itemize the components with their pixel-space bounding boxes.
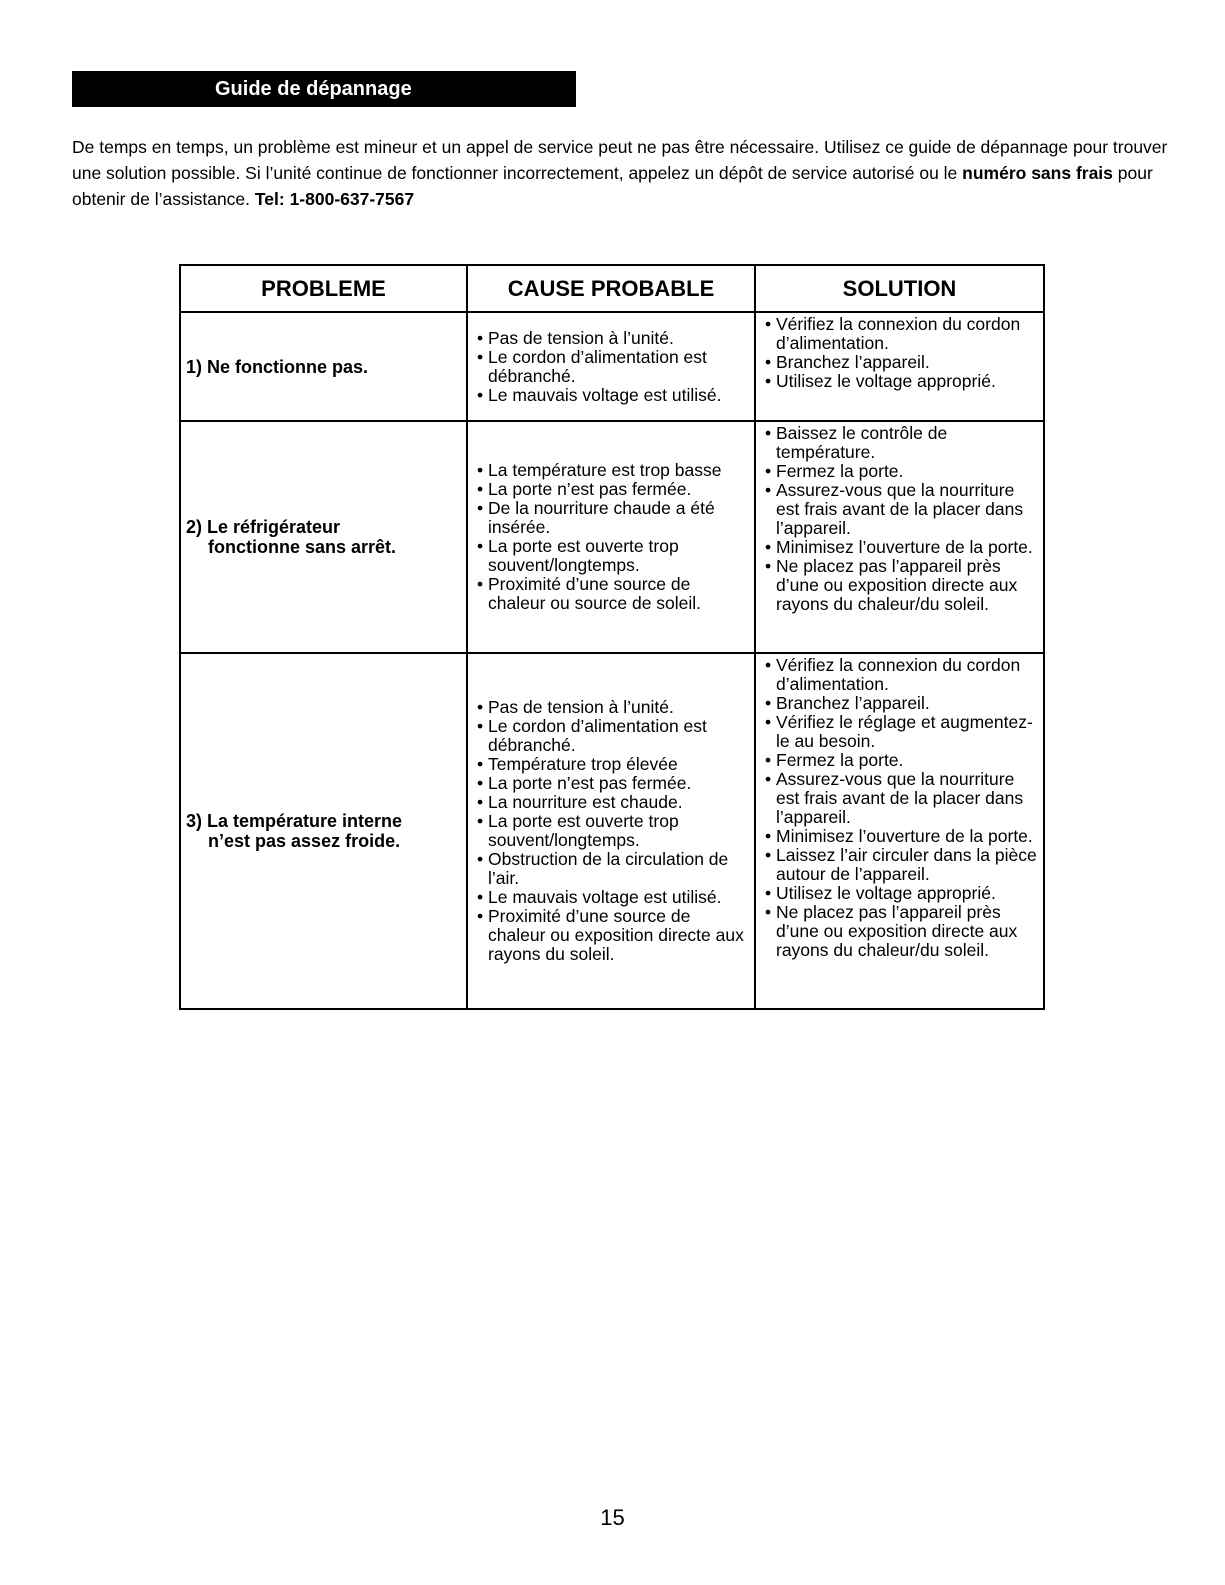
cause-list [472,461,750,613]
list-item: • Le cordon d’alimentation est débranché. [472,717,750,755]
list-item: • Fermez la porte. [760,462,1039,481]
problem-line: 3) La température interne [186,811,403,831]
problem-cell [180,653,467,1009]
list-item: • Branchez l’appareil. [760,694,1039,713]
problem-line: n’est pas assez froide. [208,831,401,851]
table-row [180,653,1044,1009]
list-item: • Baissez le contrôle de température. [760,424,1039,462]
troubleshooting-table [179,264,1045,1010]
list-item: • Ne placez pas l’appareil près d’une ou exposition directe aux rayons du chaleur/du soleil. [760,903,1039,960]
list-item: • Proximité d’une source de chaleur ou source de soleil. [472,575,750,613]
list-item: • La porte n’est pas fermée. [472,480,750,499]
list-item: • Le mauvais voltage est utilisé. [472,888,750,907]
problem-cell [180,421,467,653]
list-item: • Température trop élevée [472,755,750,774]
list-item: • Branchez l’appareil. [760,353,1039,372]
list-item: • Assurez-vous que la nourriture est frais avant de la placer dans l’appareil. [760,770,1039,827]
list-item: • Pas de tension à l’unité. [472,329,750,348]
list-item: • Laissez l’air circuler dans la pièce autour de l’appareil. [760,846,1039,884]
table-header-row [180,265,1044,312]
problem-cell [180,312,467,421]
list-item: • Obstruction de la circulation de l’air. [472,850,750,888]
list-item: • Utilisez le voltage approprié. [760,884,1039,903]
solution-cell [755,653,1044,1009]
section-title-bar [72,71,576,107]
intro-paragraph [72,134,1172,212]
list-item: • Fermez la porte. [760,751,1039,770]
cause-cell [467,421,755,653]
problem-line: 2) Le réfrigérateur [186,517,341,537]
cause-cell [467,312,755,421]
list-item: • Le cordon d’alimentation est débranché. [472,348,750,386]
list-item: • Vérifiez le réglage et augmentez-le au besoin. [760,713,1039,751]
solution-list [760,315,1039,391]
list-item: • De la nourriture chaude a été insérée. [472,499,750,537]
list-item: • Assurez-vous que la nourriture est frais avant de la placer dans l’appareil. [760,481,1039,538]
header-cause: CAUSE PROBABLE [467,265,755,312]
list-item: • Vérifiez la connexion du cordon d’alimentation. [760,315,1039,353]
list-item: • Proximité d’une source de chaleur ou exposition directe aux rayons du soleil. [472,907,750,964]
list-item: • La nourriture est chaude. [472,793,750,812]
solution-list [760,656,1039,960]
list-item: • Le mauvais voltage est utilisé. [472,386,750,405]
section-title: Guide de dépannage [215,78,412,100]
solution-list [760,424,1039,614]
intro-phone: Tel: 1-800-637-7567 [254,189,415,209]
header-solution: SOLUTION [755,265,1044,312]
solution-cell [755,312,1044,421]
intro-text-2: pour obtenir de l’assistance. [72,163,1153,209]
header-problem: PROBLEME [180,265,467,312]
cause-list [472,698,750,964]
table-row [180,312,1044,421]
list-item: • Vérifiez la connexion du cordon d’alimentation. [760,656,1039,694]
list-item: • Pas de tension à l’unité. [472,698,750,717]
list-item: • La porte n’est pas fermée. [472,774,750,793]
list-item: • La porte est ouverte trop souvent/longtemps. [472,537,750,575]
list-item: • Minimisez l’ouverture de la porte. [760,538,1039,557]
table-row [180,421,1044,653]
page-number: 15 [600,1505,625,1530]
list-item: • La température est trop basse [472,461,750,480]
intro-bold-toll-free: numéro sans frais [962,163,1113,183]
list-item: • Minimisez l’ouverture de la porte. [760,827,1039,846]
problem-line: fonctionne sans arrêt. [208,537,397,557]
cause-list [472,329,750,405]
intro-text-1: De temps en temps, un problème est mineur et un appel de service peut ne pas être nécessaire. Utilisez ce guide de dépannage pour trouver une solution possible. Si l’unité continue de fonctionner incorrectement, appelez un dépôt de service autorisé ou le [72,137,1168,183]
problem-line: 1) Ne fonctionne pas. [186,356,369,377]
list-item: • La porte est ouverte trop souvent/longtemps. [472,812,750,850]
cause-cell [467,653,755,1009]
list-item: • Utilisez le voltage approprié. [760,372,1039,391]
solution-cell [755,421,1044,653]
list-item: • Ne placez pas l’appareil près d’une ou exposition directe aux rayons du chaleur/du soleil. [760,557,1039,614]
